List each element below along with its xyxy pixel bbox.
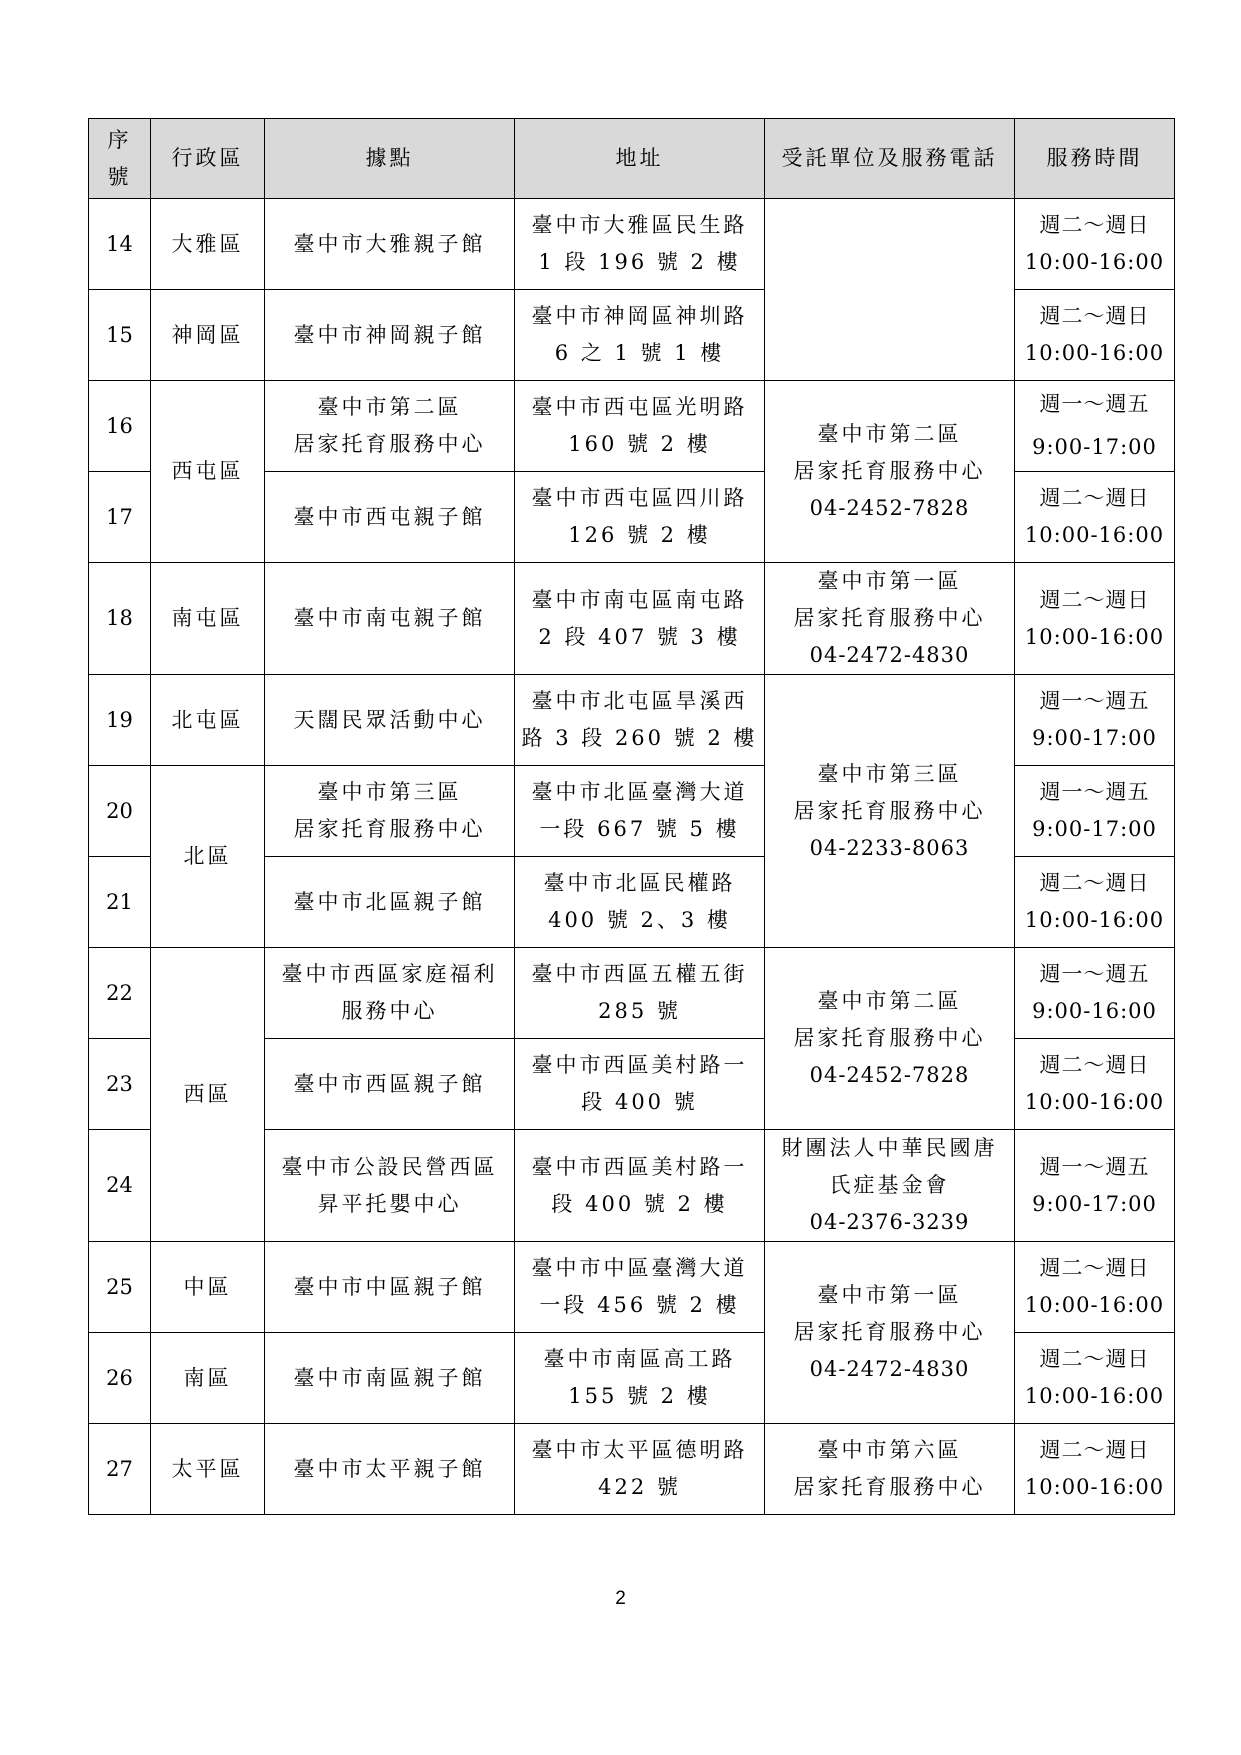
hours-cell: 週一～週五 9:00-17:00: [1015, 381, 1175, 472]
seq-cell: 14: [89, 199, 151, 290]
table-row: [89, 948, 1175, 1039]
address-cell: 臺中市北區民權路 400 號 2、3 樓: [515, 857, 765, 948]
district-cell: 北區: [151, 766, 265, 948]
seq-cell: 25: [89, 1242, 151, 1333]
contractor-cell: 臺中市第六區 居家托育服務中心: [765, 1424, 1015, 1515]
table-row: [89, 381, 1175, 472]
address-cell: 臺中市北區臺灣大道 一段 667 號 5 樓: [515, 766, 765, 857]
hours-cell: 週二～週日 10:00-16:00: [1015, 472, 1175, 563]
contractor-cell: 財團法人中華民國唐 氏症基金會 04-2376-3239: [765, 1130, 1015, 1242]
address-cell: 臺中市南區高工路 155 號 2 樓: [515, 1333, 765, 1424]
hours-cell: 週二～週日 10:00-16:00: [1015, 1039, 1175, 1130]
address-cell: 臺中市西區美村路一 段 400 號: [515, 1039, 765, 1130]
district-cell: 南屯區: [151, 563, 265, 675]
site-cell: 臺中市第二區 居家托育服務中心: [265, 381, 515, 472]
seq-cell: 22: [89, 948, 151, 1039]
contractor-cell: 臺中市第一區 居家托育服務中心 04-2472-4830: [765, 563, 1015, 675]
site-cell: 天闊民眾活動中心: [265, 675, 515, 766]
contractor-cell: 臺中市第二區 居家托育服務中心 04-2452-7828: [765, 948, 1015, 1130]
seq-cell: 16: [89, 381, 151, 472]
site-cell: 臺中市南屯親子館: [265, 563, 515, 675]
site-cell: 臺中市太平親子館: [265, 1424, 515, 1515]
seq-cell: 23: [89, 1039, 151, 1130]
site-cell: 臺中市大雅親子館: [265, 199, 515, 290]
seq-cell: 20: [89, 766, 151, 857]
header-address: 地址: [515, 119, 765, 199]
site-cell: 臺中市西區親子館: [265, 1039, 515, 1130]
district-cell: 西屯區: [151, 381, 265, 563]
district-cell: 北屯區: [151, 675, 265, 766]
site-cell: 臺中市西區家庭福利 服務中心: [265, 948, 515, 1039]
header-district: 行政區: [151, 119, 265, 199]
hours-cell: 週一～週五 9:00-17:00: [1015, 1130, 1175, 1242]
site-cell: 臺中市公設民營西區 昇平托嬰中心: [265, 1130, 515, 1242]
address-cell: 臺中市北屯區旱溪西 路 3 段 260 號 2 樓: [515, 675, 765, 766]
table-row: [89, 675, 1175, 766]
header-seq: 序 號: [89, 119, 151, 199]
address-cell: 臺中市西屯區四川路 126 號 2 樓: [515, 472, 765, 563]
address-cell: 臺中市南屯區南屯路 2 段 407 號 3 樓: [515, 563, 765, 675]
address-cell: 臺中市西區五權五街 285 號: [515, 948, 765, 1039]
header-hours: 服務時間: [1015, 119, 1175, 199]
hours-cell: 週二～週日 10:00-16:00: [1015, 1424, 1175, 1515]
table-row: [89, 1242, 1175, 1333]
header-site: 據點: [265, 119, 515, 199]
address-cell: 臺中市太平區德明路 422 號: [515, 1424, 765, 1515]
hours-cell: 週二～週日 10:00-16:00: [1015, 857, 1175, 948]
hours-cell: 週二～週日 10:00-16:00: [1015, 1333, 1175, 1424]
table-row: [89, 199, 1175, 290]
hours-cell: 週二～週日 10:00-16:00: [1015, 199, 1175, 290]
contractor-cell: 臺中市第一區 居家托育服務中心 04-2472-4830: [765, 1242, 1015, 1424]
address-cell: 臺中市中區臺灣大道 一段 456 號 2 樓: [515, 1242, 765, 1333]
address-cell: 臺中市神岡區神圳路 6 之 1 號 1 樓: [515, 290, 765, 381]
address-cell: 臺中市西屯區光明路 160 號 2 樓: [515, 381, 765, 472]
hours-cell: 週二～週日 10:00-16:00: [1015, 290, 1175, 381]
table-row: [89, 1424, 1175, 1515]
seq-cell: 18: [89, 563, 151, 675]
site-cell: 臺中市中區親子館: [265, 1242, 515, 1333]
header-contractor: 受託單位及服務電話: [765, 119, 1015, 199]
site-cell: 臺中市第三區 居家托育服務中心: [265, 766, 515, 857]
seq-cell: 17: [89, 472, 151, 563]
site-cell: 臺中市北區親子館: [265, 857, 515, 948]
site-cell: 臺中市南區親子館: [265, 1333, 515, 1424]
district-cell: 大雅區: [151, 199, 265, 290]
address-cell: 臺中市西區美村路一 段 400 號 2 樓: [515, 1130, 765, 1242]
district-cell: 中區: [151, 1242, 265, 1333]
seq-cell: 15: [89, 290, 151, 381]
service-locations-table: [88, 118, 1175, 1515]
table-row: [89, 563, 1175, 675]
seq-cell: 21: [89, 857, 151, 948]
hours-cell: 週一～週五 9:00-17:00: [1015, 766, 1175, 857]
page-number: 2: [615, 1588, 626, 1609]
seq-cell: 26: [89, 1333, 151, 1424]
district-cell: 神岡區: [151, 290, 265, 381]
contractor-cell-empty: [765, 199, 1015, 381]
seq-cell: 27: [89, 1424, 151, 1515]
hours-cell: 週二～週日 10:00-16:00: [1015, 1242, 1175, 1333]
hours-cell: 週一～週五 9:00-17:00: [1015, 675, 1175, 766]
district-cell: 太平區: [151, 1424, 265, 1515]
contractor-cell: 臺中市第二區 居家托育服務中心 04-2452-7828: [765, 381, 1015, 563]
site-cell: 臺中市西屯親子館: [265, 472, 515, 563]
seq-cell: 19: [89, 675, 151, 766]
seq-cell: 24: [89, 1130, 151, 1242]
address-cell: 臺中市大雅區民生路 1 段 196 號 2 樓: [515, 199, 765, 290]
hours-cell: 週二～週日 10:00-16:00: [1015, 563, 1175, 675]
district-cell: 南區: [151, 1333, 265, 1424]
hours-cell: 週一～週五 9:00-16:00: [1015, 948, 1175, 1039]
site-cell: 臺中市神岡親子館: [265, 290, 515, 381]
district-cell: 西區: [151, 948, 265, 1242]
header-row: [89, 119, 1175, 199]
contractor-cell: 臺中市第三區 居家托育服務中心 04-2233-8063: [765, 675, 1015, 948]
